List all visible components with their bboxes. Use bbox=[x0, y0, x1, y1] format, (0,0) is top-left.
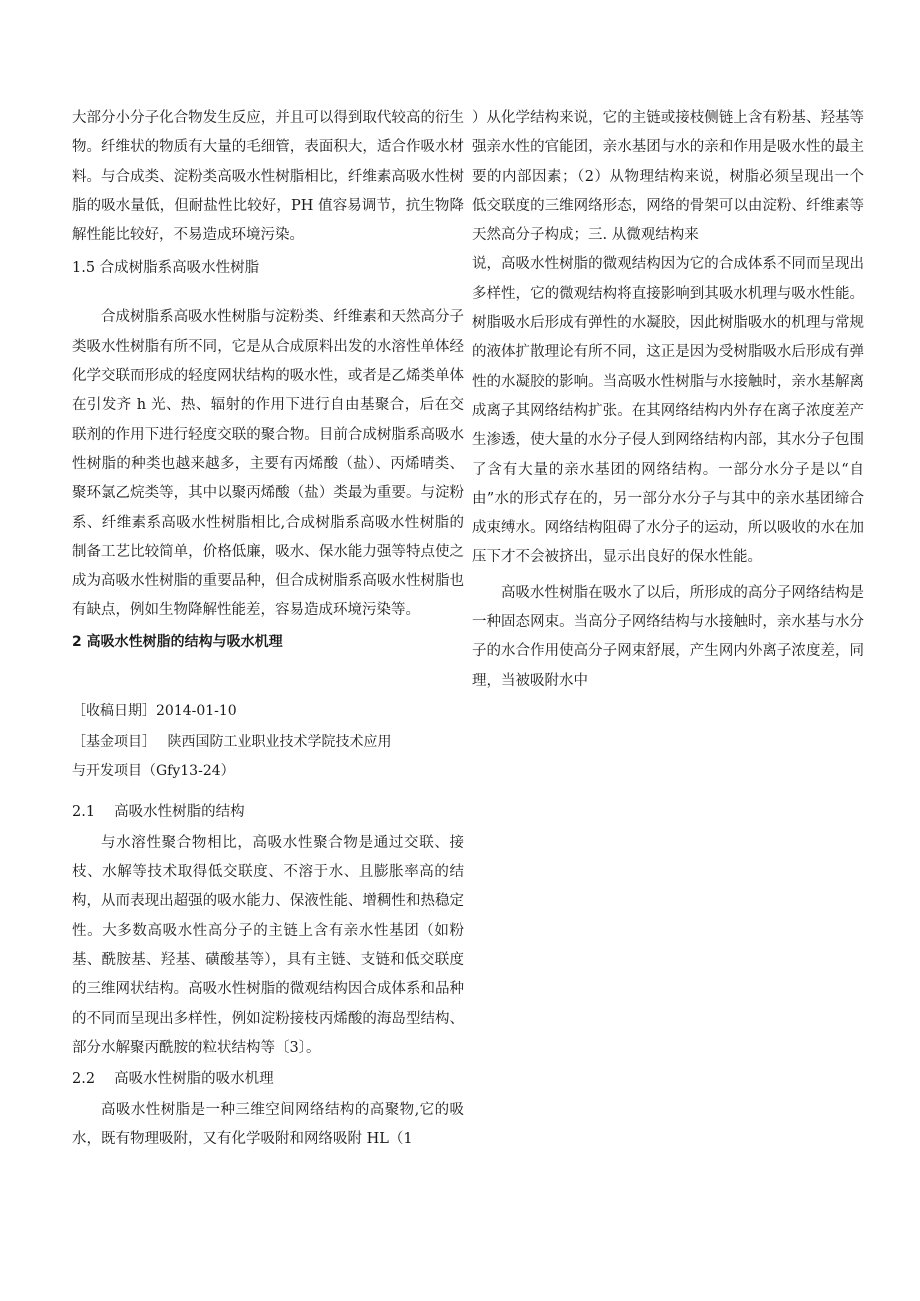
left-paragraph-4: 高吸水性树脂是一种三维空间网络结构的高聚物,它的吸水，既有物理吸附，又有化学吸附和网络吸附 HL（1 bbox=[72, 1102, 464, 1148]
fund-line-2: 与开发项目（Gfy13-24） bbox=[72, 762, 235, 779]
section-1-5-heading: 1.5 合成树脂系高吸水性树脂 bbox=[72, 260, 260, 277]
left-paragraph-3: 与水溶性聚合物相比，高吸水性聚合物是通过交联、接枝、水解等技术取得低交联度、不溶于水、且膨胀率高的结构，从而表现出超强的吸水能力、保液性能、增稠性和热稳定性。大多数高吸水性高分子的主链上含有亲水性基团（如粉基、酰胺基、羟基、磺酸基等），具有主链、支链和低交联度的三维网状结构。高吸水性树脂的微观结构因合成体系和品种的不同而呈现出多样性，例如淀粉接枝丙烯酸的海岛型结构、部分水解聚丙酰胺的粒状结构等〔3〕。 bbox=[72, 834, 464, 1056]
left-paragraph-2: 合成树脂系高吸水性树脂与淀粉类、纤维素和天然高分子类吸水性树脂有所不同，它是从合成原料出发的水溶性单体经化学交联而形成的轻度网状结构的吸水性，或者是乙烯类单体在引发齐 h 光、热、辐射的作用下进行自由基聚合，后在交联剂的作用下进行轻度交联的聚合物。目前合成树脂系高吸水性树脂的种类也越来越多，主要有丙烯酸（盐）、丙烯晴类、聚环氯乙烷类等，其中以聚丙烯酸（盐）类最为重要。与淀粉系、纤维素系高吸水性树脂相比,合成树脂系高吸水性树脂的制备工艺比较简单，价格低廉，吸水、保水能力强等特点使之成为高吸水性树脂的重要品种，但合成树脂系高吸水性树脂也有缺点，例如生物降解性能差，容易造成环境污染等。 bbox=[72, 309, 464, 619]
left-paragraph-1: 大部分小分子化合物发生反应，并且可以得到取代较高的衍生物。纤维状的物质有大量的毛细管，表面积大，适合作吸水材料。与合成类、淀粉类高吸水性树脂相比，纤维素高吸水性树脂的吸水量低，但耐盐性比较好，PH 值容易调节，抗生物降解性能比较好，不易造成环境污染。 bbox=[72, 110, 464, 244]
right-paragraph-1: ）从化学结构来说，它的主链或接枝侧链上含有粉基、羟基等强亲水性的官能团，亲水基团与水的亲和作用是吸水性的最主要的内部因素；（2）从物理结构来说，树脂必须呈现出一个低交联度的三维网络形态，网络的骨架可以由淀粉、纤维素等天然高分子构成；三. 从微观结构来 bbox=[472, 110, 864, 244]
right-paragraph-3: 高吸水性树脂在吸水了以后，所形成的高分子网络结构是一种固态网束。当高分子网络结构与水接触时，亲水基与水分子的水合作用使高分子网束舒展，产生网内外离子浓度差，同理，当被吸附水中 bbox=[472, 584, 864, 689]
received-date: ［收稿日期］2014-01-10 bbox=[72, 702, 237, 719]
section-2-1-heading: 2.1 高吸水性树脂的结构 bbox=[72, 803, 245, 820]
section-2-heading: 2 高吸水性树脂的结构与吸水机理 bbox=[72, 633, 283, 650]
section-2-2-heading: 2.2 高吸水性树脂的吸水机理 bbox=[72, 1071, 274, 1088]
right-column bbox=[472, 104, 864, 696]
right-paragraph-2: 说，高吸水性树脂的微观结构因为它的合成体系不同而呈现出多样性，它的微观结构将直接影响到其吸水机理与吸水性能。树脂吸水后形成有弹性的水凝胶，因此树脂吸水的机理与常规的液体扩散理论有所不同，这正是因为受树脂吸水后形成有弹性的水凝胶的影响。当高吸水性树脂与水接触时，亲水基解离成离子其网络结构扩张。在其网络结构内外存在离子浓度差产生渗透，使大量的水分子侵人到网络结构内部，其水分子包围了含有大量的亲水基团的网络结构。一部分水分子是以“自由”水的形式存在的，另一部分水分子与其中的亲水基团缔合成束缚水。网络结构阻碍了水分子的运动，所以吸收的水在加压下才不会被挤出，显示出良好的保水性能。 bbox=[472, 256, 864, 566]
fund-line-1: ［基金项目］ 陕西国防工业职业技术学院技术应用 bbox=[72, 733, 392, 750]
left-column bbox=[72, 104, 464, 1155]
